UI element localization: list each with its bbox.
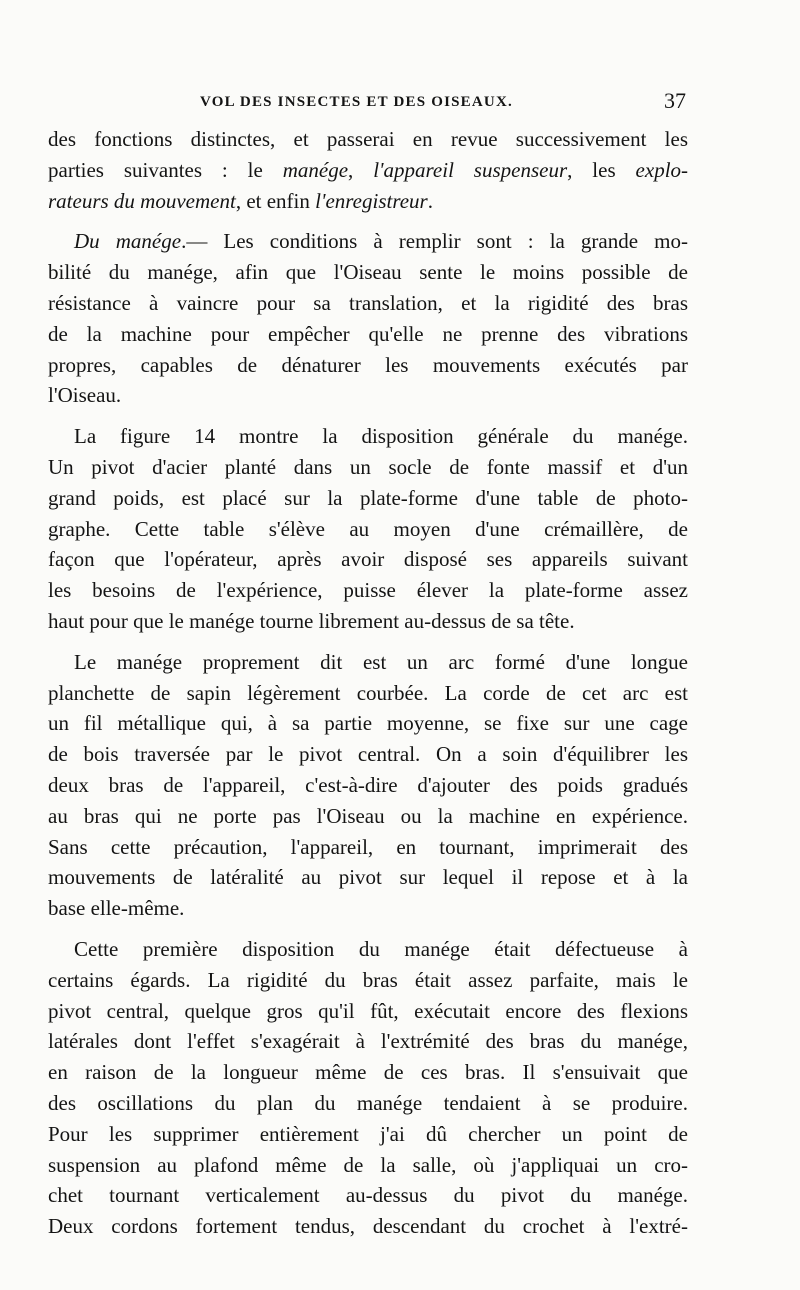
italic-run: l'appareil suspenseur	[373, 157, 568, 182]
text-line: base elle-même.	[48, 896, 185, 921]
paragraph-gap	[48, 411, 688, 421]
text-line	[48, 186, 688, 217]
text-line: un fil métallique qui, à sa partie moyenne, se fixe sur une cage	[48, 711, 688, 736]
text-line: Un pivot d'acier planté dans un socle de fonte massif et d'un	[48, 454, 688, 479]
text-line: bilité du manége, afin que l'Oiseau sente le moins possible de	[48, 260, 688, 285]
paragraph-gap	[48, 924, 688, 934]
text-line: l'Oiseau.	[48, 383, 122, 408]
italic-run: rateurs du mouvement	[48, 188, 236, 213]
text-line: Cette première disposition du manége était défectueuse à	[74, 936, 688, 961]
page-header	[48, 90, 688, 116]
text-line: deux bras de l'appareil, c'est-à-dire d'ajouter des poids gradués	[48, 772, 688, 797]
text-line: Sans cette précaution, l'appareil, en tournant, imprimerait des	[48, 834, 688, 859]
text-line: au bras qui ne porte pas l'Oiseau ou la machine en expérience.	[48, 803, 688, 828]
paragraph	[48, 124, 688, 216]
text-run: ,	[348, 157, 374, 182]
text-run: , et enfin	[235, 188, 316, 213]
page-number: 37	[664, 88, 686, 113]
text-line: haut pour que le manége tourne librement au-dessus de sa tête.	[48, 608, 575, 633]
text-line: résistance à vaincre pour sa translation, et la rigidité des bras	[48, 290, 688, 315]
italic-run: explo-	[635, 157, 688, 182]
text-run: .— Les conditions à remplir sont : la grande mo-	[181, 229, 688, 254]
text-line: des oscillations du plan du manége tendaient à se produire.	[48, 1090, 688, 1115]
text-line: propres, capables de dénaturer les mouvements exécutés par	[48, 352, 688, 377]
text-line: de bois traversée par le pivot central. On a soin d'équilibrer les	[48, 742, 688, 767]
italic-run: manége	[282, 157, 349, 182]
running-head: VOL DES INSECTES ET DES OISEAUX.	[200, 94, 513, 110]
text-line	[48, 226, 688, 257]
text-line: façon que l'opérateur, après avoir disposé ses appareils suivant	[48, 547, 688, 572]
text-run: parties suivantes : le	[48, 157, 283, 182]
text-line: pivot central, quelque gros qu'il fût, exécutait encore des flexions	[48, 998, 688, 1023]
text-line: les besoins de l'expérience, puisse élever la plate-forme assez	[48, 578, 688, 603]
text-line	[48, 155, 688, 186]
paragraph-gap	[48, 216, 688, 226]
text-run: .	[427, 188, 433, 213]
text-line: Le manége proprement dit est un arc formé d'une longue	[74, 649, 688, 674]
text-line: Deux cordons fortement tendus, descendant du crochet à l'extré-	[48, 1214, 688, 1239]
text-line: latérales dont l'effet s'exagérait à l'extrémité des bras du manége,	[48, 1029, 688, 1054]
paragraph	[48, 934, 688, 1242]
italic-run: l'enregistreur	[315, 188, 428, 213]
paragraph	[48, 226, 688, 411]
text-line: graphe. Cette table s'élève au moyen d'une crémaillère, de	[48, 516, 688, 541]
text-line: chet tournant verticalement au-dessus du pivot du manége.	[48, 1183, 688, 1208]
body-text	[48, 124, 688, 1242]
text-line: mouvements de latéralité au pivot sur lequel il repose et à la	[48, 865, 688, 890]
text-line: de la machine pour empêcher qu'elle ne prenne des vibrations	[48, 321, 688, 346]
text-line: La figure 14 montre la disposition générale du manége.	[74, 424, 688, 449]
paragraph-gap	[48, 637, 688, 647]
text-line: en raison de la longueur même de ces bras. Il s'ensuivait que	[48, 1060, 688, 1085]
italic-run: Du manége	[74, 229, 182, 254]
text-line: Pour les supprimer entièrement j'ai dû chercher un point de	[48, 1121, 688, 1146]
text-line: grand poids, est placé sur la plate-forme d'une table de photo-	[48, 485, 688, 510]
text-line: planchette de sapin légèrement courbée. La corde de cet arc est	[48, 680, 688, 705]
paragraph	[48, 421, 688, 637]
text-line: certains égards. La rigidité du bras était assez parfaite, mais le	[48, 967, 688, 992]
text-line: des fonctions distinctes, et passerai en revue successivement les	[48, 127, 688, 151]
text-line: suspension au plafond même de la salle, où j'appliquai un cro-	[48, 1152, 688, 1177]
paragraph	[48, 647, 688, 924]
text-run: , les	[567, 157, 636, 182]
